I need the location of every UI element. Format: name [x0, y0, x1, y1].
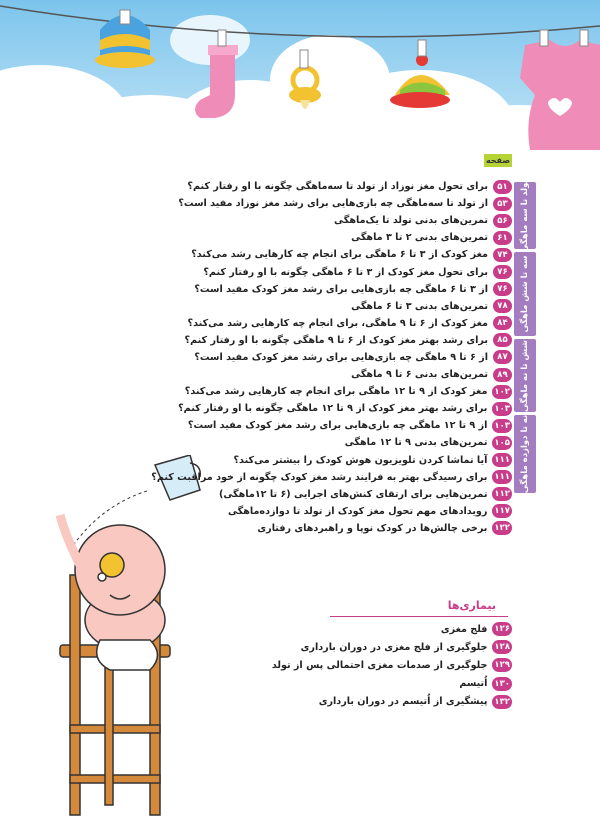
page-number: ۱۲۶ — [494, 624, 510, 635]
toc-entry[interactable] — [194, 281, 512, 298]
page-number: ۵۶ — [493, 214, 512, 228]
sidebar-section-2[interactable]: شش تا نه ماهگی — [514, 339, 536, 412]
toc-page-label: صفحه — [485, 156, 511, 165]
entry-title: برخی چالش‌ها در کودک نوپا و راهبردهای رفتاری — [257, 522, 488, 534]
page-number: ۷۶ — [493, 265, 512, 279]
toc-entry[interactable] — [200, 520, 512, 537]
page-number: ۵۳ — [493, 197, 512, 211]
page-number: ۱۲۸ — [494, 642, 510, 653]
entry-title: برای رشد بهتر مغز کودک از ۶ تا ۹ ماهگی چگونه با او رفتار کنم؟ — [184, 334, 488, 346]
entry-title: برای رشد بهتر مغز کودک از ۹ تا ۱۲ ماهگی چگونه با او رفتار کنم؟ — [178, 403, 488, 415]
page-number: ۸۵ — [493, 333, 512, 347]
page-number: ۱۲۹ — [494, 660, 510, 671]
toc-entry[interactable] — [200, 263, 512, 280]
entry-title: پیشگیری از اُتیسم در دوران بارداری — [318, 696, 488, 708]
entry-title: رویدادهای مهم تحول مغز کودک از تولد تا دوازده‌ماهگی — [227, 505, 488, 517]
toc-entry[interactable] — [187, 178, 512, 195]
page-number: ۸۴ — [493, 316, 512, 330]
page-number: ۱۰۳ — [494, 420, 510, 431]
entry-title: تمرین‌های بدنی ۳ تا ۶ ماهگی — [351, 300, 488, 312]
toc-entry[interactable] — [200, 212, 512, 229]
entry-title: برای تحول مغز کودک از ۳ تا ۶ ماهگی چگونه با او رفتار کنم؟ — [203, 266, 488, 278]
toc-entry[interactable] — [200, 656, 512, 674]
entry-title: از ۹ تا ۱۲ ماهگی چه بازی‌هایی برای رشد مغز کودک مفید است؟ — [187, 420, 488, 432]
page-number: ۱۳۰ — [494, 678, 510, 689]
onesie-icon — [520, 30, 600, 150]
diseases-list — [200, 620, 512, 711]
entry-title: تمرین‌های بدنی ۹ تا ۱۲ ماهگی — [344, 437, 488, 449]
page-number: ۱۲۲ — [494, 523, 510, 534]
toc-entry[interactable] — [200, 693, 512, 711]
toc-entry[interactable] — [200, 229, 512, 246]
entry-title: مغز کودک از ۹ تا ۱۲ ماهگی برای انجام چه کارهایی رشد می‌کند؟ — [184, 386, 488, 398]
toc-entry[interactable] — [151, 469, 512, 486]
entry-title: از تولد تا سه‌ماهگی چه بازی‌هایی برای رشد مغز نوزاد مفید است؟ — [178, 198, 488, 210]
entry-title: از ۳ تا ۶ ماهگی چه بازی‌هایی برای رشد مغز کودک مفید است؟ — [194, 283, 488, 295]
page-number: ۷۸ — [493, 299, 512, 313]
toc-entry[interactable] — [194, 349, 512, 366]
toc-entry[interactable] — [191, 246, 512, 263]
toc-entry[interactable] — [184, 332, 512, 349]
entry-title: تمرین‌های بدنی ۲ تا ۳ ماهگی — [351, 232, 488, 244]
toc-entry[interactable] — [200, 486, 512, 503]
entry-title: مغز کودک از ۳ تا ۶ ماهگی برای انجام چه کارهایی رشد می‌کند؟ — [191, 249, 488, 261]
page-number: ۵۱ — [493, 180, 512, 194]
page-number: ۱۱۱ — [494, 472, 510, 483]
entry-title: اُتیسم — [459, 678, 488, 690]
toc-entry[interactable] — [200, 675, 512, 693]
page-number: ۱۱۲ — [494, 489, 510, 500]
page-number: ۱۱۱ — [494, 455, 510, 466]
toc-entry[interactable] — [184, 383, 512, 400]
entry-title: برای رسیدگی بهتر به فرایند رشد مغز کودک چگونه از خود مراقبت کنم؟ — [151, 471, 488, 483]
entry-title: از ۶ تا ۹ ماهگی چه بازی‌هایی برای رشد مغز کودک مفید است؟ — [194, 351, 488, 363]
baby-illustration — [40, 455, 220, 825]
sidebar-section-1[interactable]: سه تا شش ماهگی — [514, 252, 536, 336]
toc-entry[interactable] — [187, 315, 512, 332]
entry-title: جلوگیری از فلج مغزی در دوران بارداری — [300, 641, 488, 653]
toc-entry[interactable] — [200, 366, 512, 383]
diseases-divider — [330, 616, 508, 617]
toc-entry[interactable] — [200, 452, 512, 469]
toc-entry[interactable] — [200, 620, 512, 638]
toc-entry[interactable] — [178, 400, 512, 417]
toc-entry[interactable] — [200, 434, 512, 451]
sidebar-section-0[interactable]: تولد تا سه ماهگی — [514, 182, 536, 249]
page-number: ۱۱۷ — [494, 506, 510, 517]
toc-entry[interactable] — [187, 417, 512, 434]
toc-entry[interactable] — [200, 503, 512, 520]
entry-title: فلج مغزی — [440, 623, 488, 635]
table-of-contents — [151, 178, 512, 537]
toc-entry[interactable] — [200, 298, 512, 315]
sidebar-section-3[interactable]: نه تا دوازده ماهگی — [514, 415, 536, 493]
page-number: ۷۶ — [493, 282, 512, 296]
page-number: ۸۹ — [493, 368, 512, 382]
entry-title: تمرین‌هایی برای ارتقای کنش‌های اجرایی (۶ تا ۱۲ماهگی) — [218, 488, 488, 500]
page-number: ۱۳۲ — [494, 696, 510, 707]
page-number: ۱۰۳ — [494, 403, 510, 414]
page-number: ۱۰۲ — [494, 386, 510, 397]
diseases-heading: بیماری‌ها — [447, 599, 496, 612]
header-illustration — [0, 0, 600, 160]
page-number: ۶۱ — [493, 231, 512, 245]
page-number: ۱۰۵ — [494, 437, 510, 448]
entry-title: جلوگیری از صدمات مغزی احتمالی پس از تولد — [271, 659, 488, 671]
toc-entry[interactable] — [178, 195, 512, 212]
entry-title: تمرین‌های بدنی ۶ تا ۹ ماهگی — [351, 369, 488, 381]
clothesline-illustration — [0, 0, 600, 160]
page-number: ۷۴ — [493, 248, 512, 262]
page-number: ۸۷ — [493, 350, 512, 364]
entry-title: تمرین‌های بدنی تولد تا یک‌ماهگی — [334, 215, 488, 227]
entry-title: مغز کودک از ۶ تا ۹ ماهگی، برای انجام چه کارهایی رشد می‌کند؟ — [187, 317, 488, 329]
toc-entry[interactable] — [200, 638, 512, 656]
entry-title: آیا تماشا کردن تلویزیون هوش کودک را بیشتر می‌کند؟ — [233, 454, 488, 466]
entry-title: برای تحول مغز نوزاد از تولد تا سه‌ماهگی چگونه با او رفتار کنم؟ — [187, 181, 488, 193]
